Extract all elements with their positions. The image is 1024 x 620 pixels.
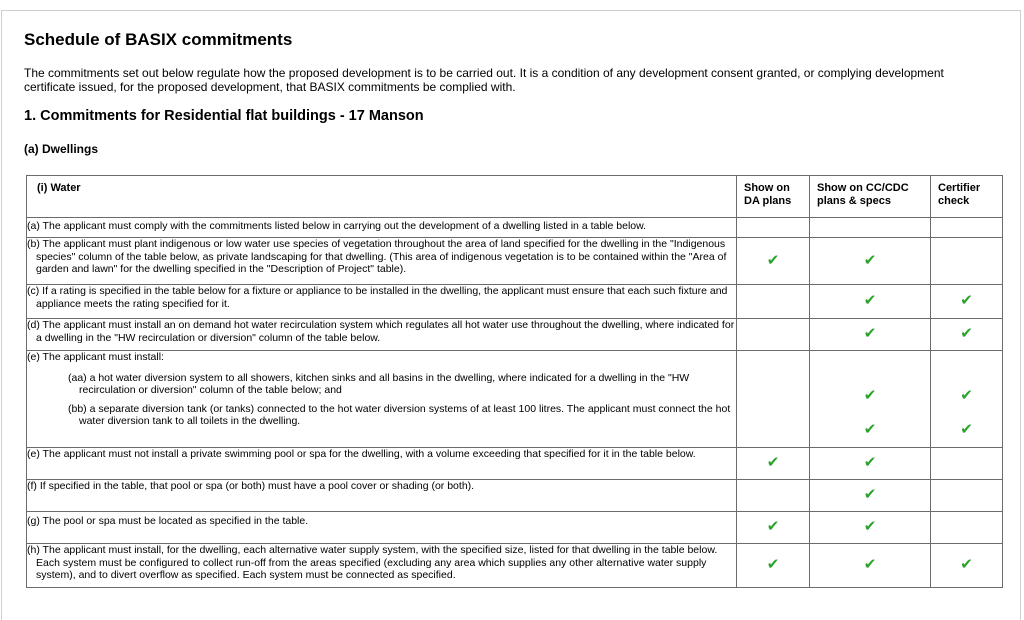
- section-heading: 1. Commitments for Residential flat buildings - 17 Manson: [24, 108, 424, 124]
- check-icon: ✔: [960, 325, 973, 343]
- check-icon: ✔: [863, 421, 877, 438]
- check-icon: ✔: [863, 454, 877, 472]
- table-row: [27, 544, 1003, 588]
- row-text: (f) If specified in the table, that pool or spa (or both) must have a pool cover or shading (or both).: [27, 480, 475, 492]
- check-icon: ✔: [863, 251, 877, 269]
- table-row: [27, 238, 1003, 285]
- row-text: (b) The applicant must plant indigenous or low water use species of vegetation throughout the area of land specified for the dwelling in the "Indigenous species" column of the table below, as private landscaping for that dwelling. (This area of indigenous vegetation is to be contained within the "Area of garden and lawn" for the dwelling specified in the "Description of Project" table).: [27, 238, 727, 275]
- check-icon: ✔: [863, 387, 877, 404]
- table-row: [27, 218, 1003, 238]
- header-certifier: Certifier check: [931, 176, 1003, 218]
- intro-paragraph: The commitments set out below regulate how the proposed development is to be carried out. It is a condition of any development consent granted, or complying development certificate issued, for the proposed development, that BASIX commitments be complied with.: [24, 66, 944, 94]
- check-icon: ✔: [960, 387, 973, 404]
- check-icon: ✔: [863, 486, 877, 504]
- table-row: [27, 319, 1003, 351]
- row-subtext: (bb) a separate diversion tank (or tanks) connected to the hot water diversion systems of at least 100 litres. The applicant must connect the hot water diversion tank to all toilets in the dwelling.: [68, 402, 731, 427]
- row-text: (h) The applicant must install, for the dwelling, each alternative water supply system, with the specified size, listed for that dwelling in the table below. Each system must be configured to collect run-off from the areas specified (excluding any area which supplies any other alternative water supply system), and to divert overflow as specified. Each system must be connected as specified.: [27, 544, 718, 581]
- document-page: [1, 10, 1021, 620]
- check-icon: ✔: [766, 518, 780, 536]
- header-water: (i) Water: [27, 176, 737, 218]
- check-icon: ✔: [766, 251, 780, 269]
- check-icon: ✔: [960, 421, 973, 438]
- subsection-heading: (a) Dwellings: [24, 142, 99, 156]
- check-icon: ✔: [766, 454, 780, 472]
- check-icon: ✔: [960, 292, 973, 310]
- page-title: Schedule of BASIX commitments: [24, 30, 293, 49]
- row-text: (c) If a rating is specified in the table below for a fixture or appliance to be installed in the dwelling, the applicant must ensure that each such fixture and appliance meets the rating specified for it.: [27, 285, 728, 310]
- table-row: [27, 512, 1003, 544]
- commitments-table: [26, 175, 1003, 588]
- check-icon: ✔: [863, 518, 877, 536]
- table-row: [27, 351, 1003, 448]
- row-text: (e) The applicant must install:: [27, 351, 164, 363]
- check-icon: ✔: [863, 325, 877, 343]
- table-row: [27, 480, 1003, 512]
- row-subtext: (aa) a hot water diversion system to all showers, kitchen sinks and all basins in the dwelling, where indicated for a dwelling in the "HW recirculation or diversion" column of the table below; and: [68, 371, 690, 396]
- header-da-plans: Show on DA plans: [737, 176, 810, 218]
- check-icon: ✔: [863, 556, 877, 574]
- table-row: [27, 285, 1003, 319]
- row-text: (a) The applicant must comply with the commitments listed below in carrying out the development of a dwelling listed in a table below.: [27, 220, 647, 232]
- row-text: (d) The applicant must install an on demand hot water recirculation system which regulates all hot water use throughout the dwelling, where indicated for a dwelling in the "HW recirculation or diversion" column of the table below.: [27, 319, 735, 344]
- table-header-row: [27, 176, 1003, 218]
- check-icon: ✔: [960, 556, 973, 574]
- row-text: (e) The applicant must not install a private swimming pool or spa for the dwelling, with a volume exceeding that specified for it in the table below.: [27, 448, 696, 460]
- row-text: (g) The pool or spa must be located as specified in the table.: [27, 515, 309, 527]
- check-icon: ✔: [766, 556, 780, 574]
- table-row: [27, 448, 1003, 480]
- check-icon: ✔: [863, 292, 877, 310]
- header-cc-plans: Show on CC/CDC plans & specs: [810, 176, 931, 218]
